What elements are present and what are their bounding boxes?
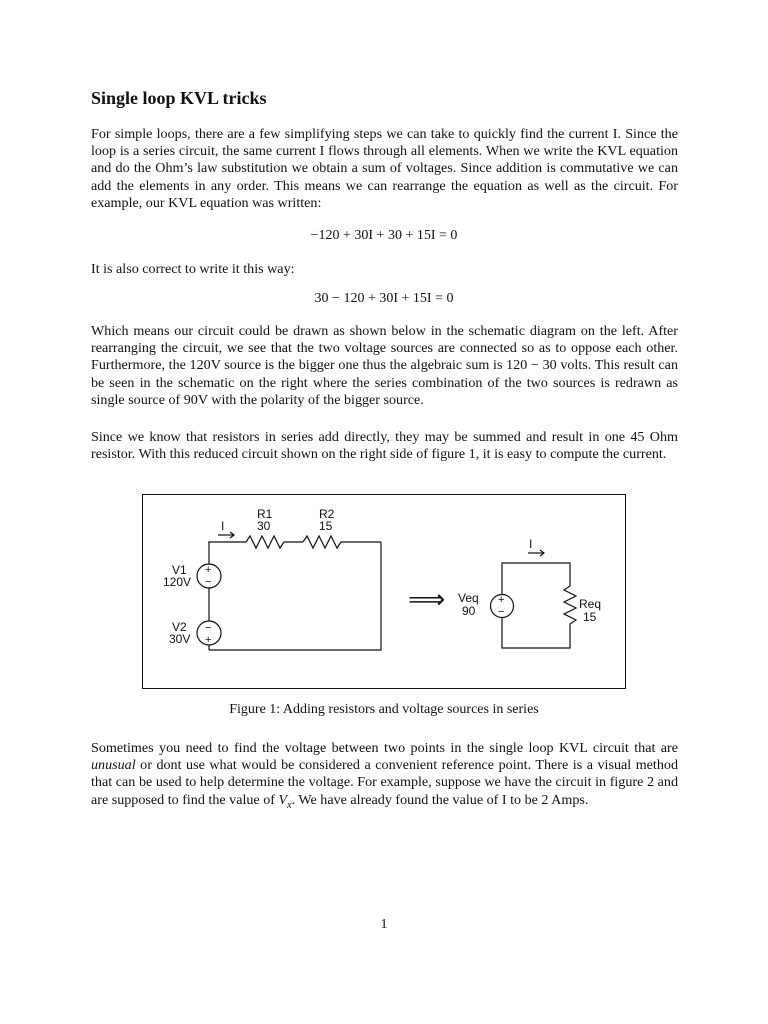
page-number: 1 xyxy=(380,917,388,932)
left-top-wire-a xyxy=(209,542,246,543)
v2-plus-sign: + xyxy=(205,634,212,646)
r2-name: R2 xyxy=(319,507,335,521)
left-current-label: I xyxy=(221,519,225,533)
v2-name: V2 xyxy=(172,620,187,634)
r2-value: 15 xyxy=(319,519,333,533)
v1-value: 120V xyxy=(163,575,192,589)
paragraph-unusual-points xyxy=(91,740,678,814)
equation-original: −120 + 30I + 30 + 15I = 0 xyxy=(310,228,458,243)
veq-value: 90 xyxy=(462,604,476,618)
v2-value: 30V xyxy=(169,632,191,646)
paragraph-rearranging: Which means our circuit could be drawn as shown below in the schematic diagram on the left. After rearranging the circuit, we see that the two voltage sources are connected so as to oppose each other. Furthermore, the 120V source is the bigger one thus the algebraic sum is 120 − 30 volts. This result can be seen in the schematic on the right where the series combination of the two sources is redrawn as single source of 90V with the polarity of the bigger source. xyxy=(91,323,678,408)
right-current-label: I xyxy=(529,537,533,551)
paragraph5-text-a: Sometimes you need to find the voltage between two points in the single loop KVL circuit that are xyxy=(91,740,678,756)
v1-minus-sign: − xyxy=(205,576,212,588)
v1-name: V1 xyxy=(172,563,187,577)
vx-variable-letter: V xyxy=(278,791,288,808)
paragraph-series-resistors: Since we know that resistors in series add directly, they may be summed and result in one 45 Ohm resistor. With this reduced circuit shown on the right side of figure 1, it is easy to compute the current. xyxy=(91,429,678,463)
veq-minus-sign: − xyxy=(498,606,505,618)
figure-1-circuits xyxy=(142,494,626,689)
implies-arrow: ⟹ xyxy=(408,585,446,615)
veq-plus-sign: + xyxy=(498,594,505,606)
paragraph-also-correct: It is also correct to write it this way: xyxy=(91,261,295,277)
paragraph5-text-b: or dont use what would be considered a convenient reference point. There is a visual method that can be used to help determine the voltage. For example, suppose we have the circuit in figure 2 and are supposed to find the value of xyxy=(91,757,678,808)
r1-name: R1 xyxy=(257,507,273,521)
v1-plus-sign: + xyxy=(205,564,212,576)
v2-minus-sign: − xyxy=(205,622,212,634)
r1-value: 30 xyxy=(257,519,271,533)
r2-resistor xyxy=(303,536,381,548)
paragraph5-text-c: . We have already found the value of I to be 2 Amps. xyxy=(291,791,589,808)
equation-rearranged: 30 − 120 + 30I + 15I = 0 xyxy=(314,291,454,306)
r1-resistor xyxy=(246,536,303,548)
paragraph-intro: For simple loops, there are a few simplifying steps we can take to quickly find the current I. Since the loop is a series circuit, the same current I flows through all elements. When we write the KVL equation and do the Ohm’s law substitution we obtain a sum of voltages. Since addition is commutative we can add the elements in any order. This means we can rearrange the equation as well as the circuit. For example, our KVL equation was written: xyxy=(91,126,678,211)
veq-name: Veq xyxy=(458,591,479,605)
figure-caption: Figure 1: Adding resistors and voltage sources in series xyxy=(229,702,539,717)
req-name: Req xyxy=(579,597,602,611)
paragraph5-emphasis: unusual xyxy=(91,757,136,774)
req-value: 15 xyxy=(583,610,597,624)
vx-variable-subscript: x xyxy=(287,799,292,811)
circuit-schematic xyxy=(143,495,627,690)
req-resistor xyxy=(502,586,576,648)
section-heading: Single loop KVL tricks xyxy=(91,88,267,108)
right-top-wire xyxy=(502,563,570,595)
left-right-bottom-wire xyxy=(209,542,381,650)
vx-variable xyxy=(278,791,292,811)
